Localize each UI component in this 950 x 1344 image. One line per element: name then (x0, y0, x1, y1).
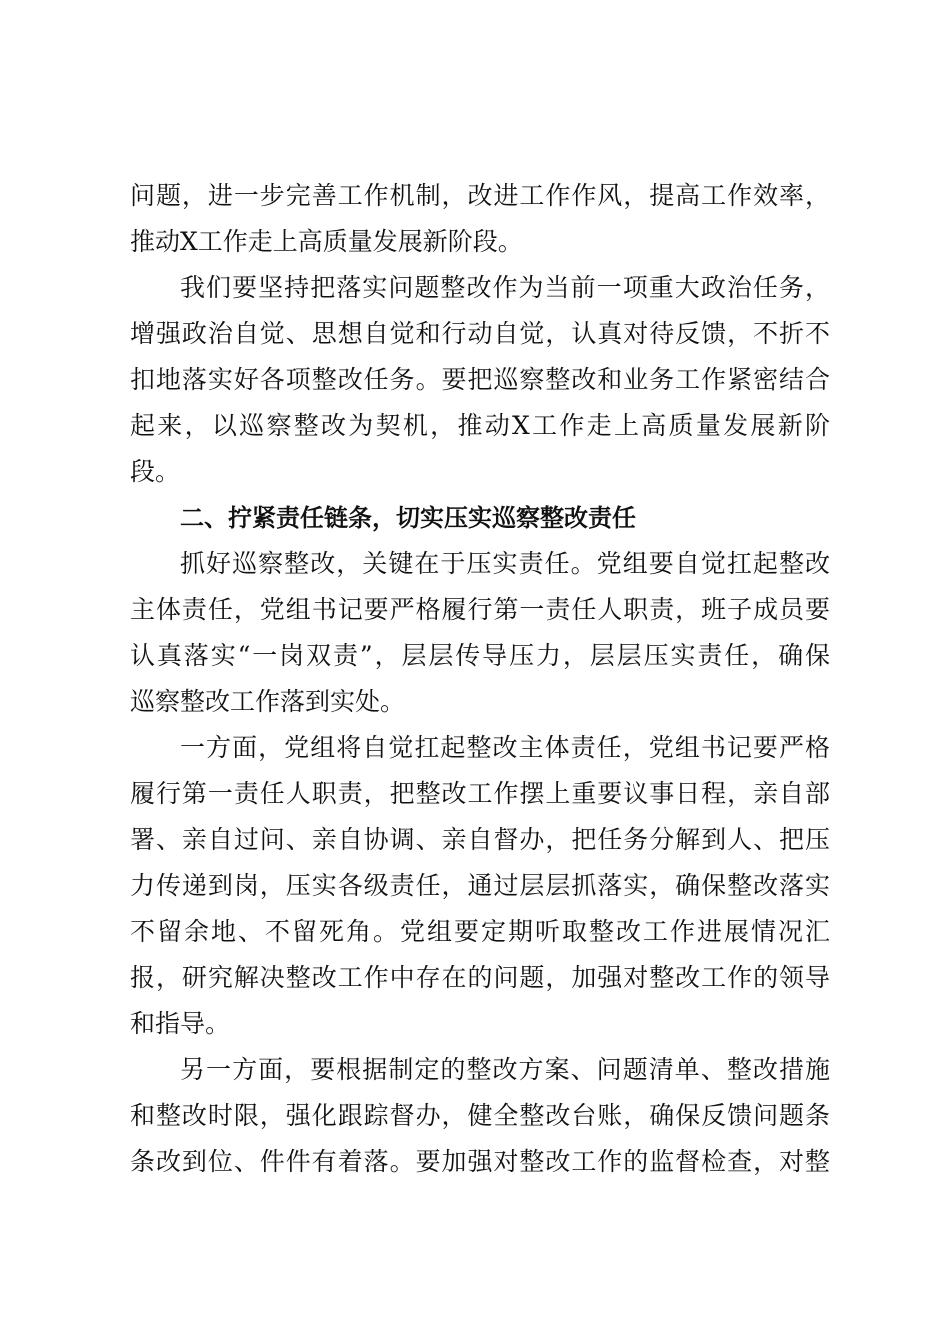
text-line-7: 段。 (130, 457, 181, 486)
text-line-1: 问题，进一步完善工作机制，改进工作作风，提高工作效率， (130, 181, 830, 210)
text-line-18: 报，研究解决整改工作中存在的问题，加强对整改工作的领导 (130, 963, 830, 992)
text-line-14: 履行第一责任人职责，把整改工作摆上重要议事日程，亲自部 (130, 779, 830, 808)
text-line-16: 力传递到岗，压实各级责任，通过层层抓落实，确保整改落实 (130, 871, 830, 900)
text-line-9: 抓好巡察整改，关键在于压实责任。党组要自觉扛起整改 (180, 549, 830, 578)
text-line-5: 扣地落实好各项整改任务。要把巡察整改和业务工作紧密结合 (130, 365, 830, 394)
text-line-6: 起来，以巡察整改为契机，推动X工作走上高质量发展新阶 (130, 411, 830, 440)
text-line-3: 我们要坚持把落实问题整改作为当前一项重大政治任务， (180, 273, 830, 302)
text-line-20: 另一方面，要根据制定的整改方案、问题清单、整改措施 (180, 1055, 830, 1084)
text-line-17: 不留余地、不留死角。党组要定期听取整改工作进展情况汇 (130, 917, 830, 946)
text-line-13: 一方面，党组将自觉扛起整改主体责任，党组书记要严格 (180, 733, 830, 762)
text-line-15: 署、亲自过问、亲自协调、亲自督办，把任务分解到人、把压 (130, 825, 830, 854)
text-line-12: 巡察整改工作落到实处。 (130, 687, 406, 716)
text-line-19: 和指导。 (130, 1009, 231, 1038)
text-line-2: 推动X工作走上高质量发展新阶段。 (130, 227, 523, 256)
text-line-11: 认真落实“一岗双责”，层层传导压力，层层压实责任，确保 (130, 641, 830, 670)
section-heading: 二、拧紧责任链条，切实压实巡察整改责任 (180, 504, 636, 532)
text-line-21: 和整改时限，强化跟踪督办，健全整改台账，确保反馈问题条 (130, 1101, 830, 1130)
text-line-22: 条改到位、件件有着落。要加强对整改工作的监督检查，对整 (130, 1147, 830, 1176)
text-line-4: 增强政治自觉、思想自觉和行动自觉，认真对待反馈，不折不 (130, 319, 830, 348)
text-line-10: 主体责任，党组书记要严格履行第一责任人职责，班子成员要 (130, 595, 830, 624)
